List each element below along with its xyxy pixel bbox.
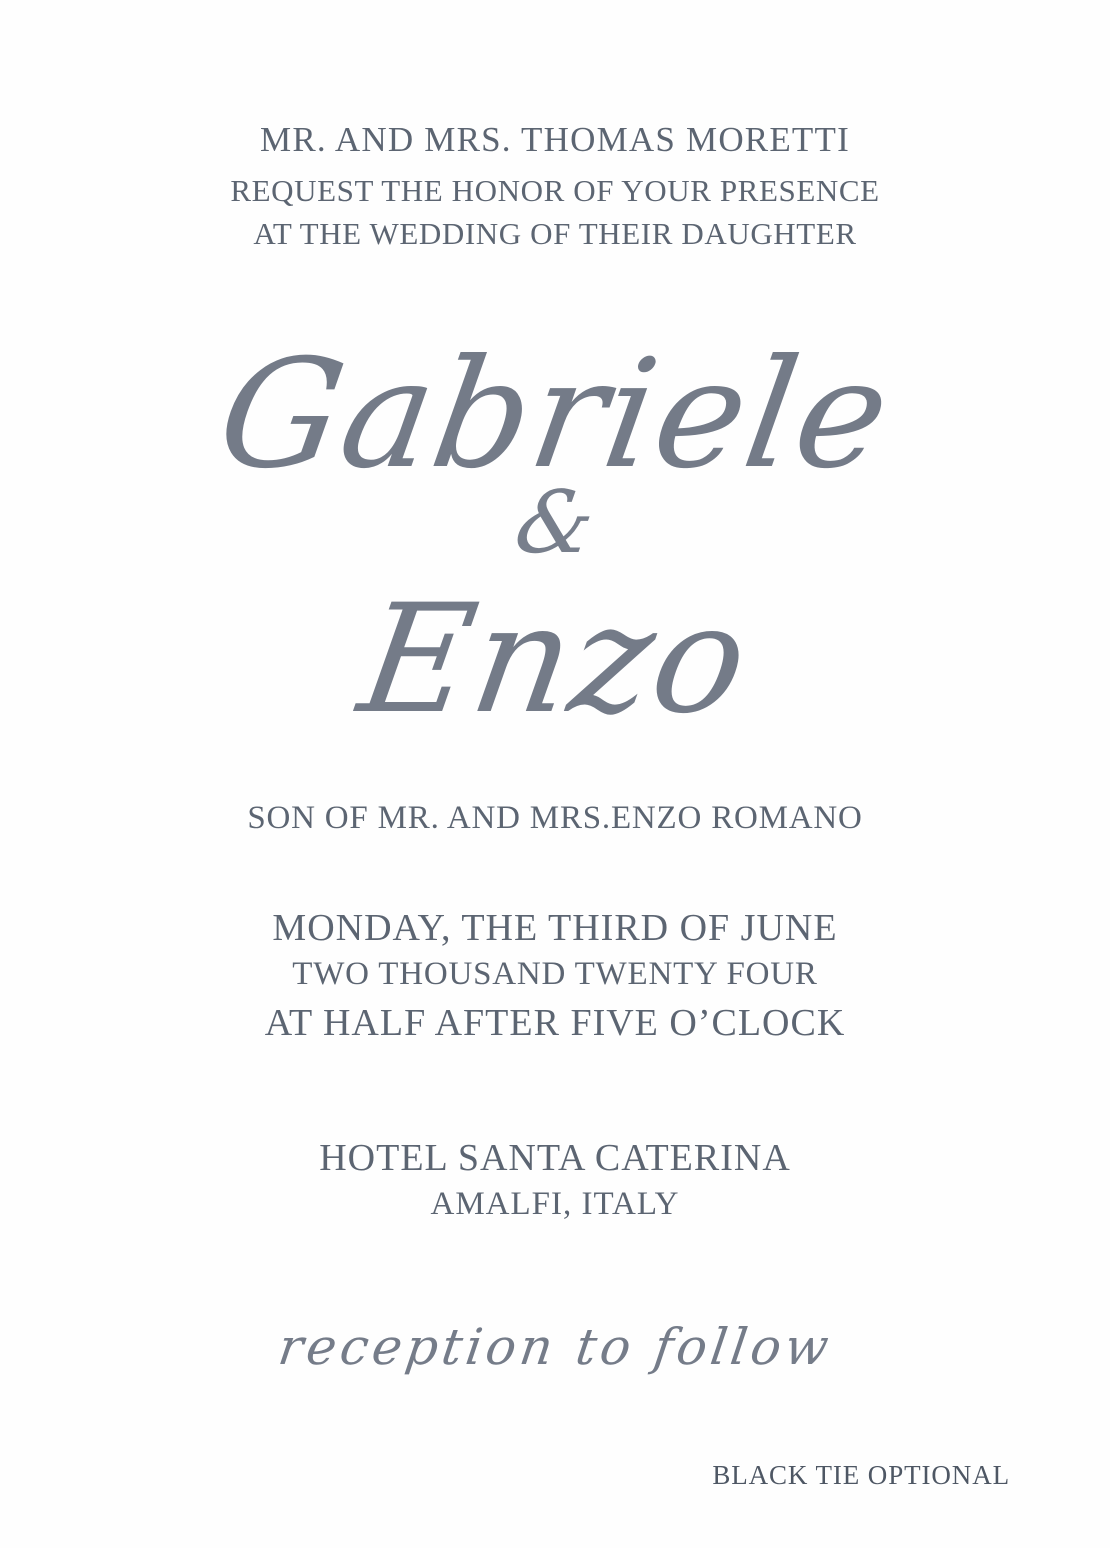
venue-name: HOTEL SANTA CATERINA [319,1137,791,1179]
date-line-1: MONDAY, THE THIRD OF JUNE [272,907,838,949]
date-block [0,905,1110,1049]
request-line-1: REQUEST THE HONOR OF YOUR PRESENCE [230,173,880,209]
dress-code: BLACK TIE OPTIONAL [712,1460,1010,1490]
venue-location: AMALFI, ITALY [430,1185,680,1222]
ampersand: & [508,473,602,573]
request-line-2: AT THE WEDDING OF THEIR DAUGHTER [253,215,857,251]
invitation-header [0,118,1110,255]
date-line-2: TWO THOUSAND TWENTY FOUR [292,955,818,992]
groom-parents-line: SON OF MR. AND MRS.ENZO ROMANO [247,800,863,836]
bride-parents-line: MR. AND MRS. THOMAS MORETTI [260,120,850,159]
groom-name: Enzo [349,573,761,747]
bride-name: Gabriele [207,328,903,502]
couple-names [0,330,1110,750]
date-line-3: AT HALF AFTER FIVE O’CLOCK [264,1002,846,1045]
reception-note-block [150,1318,960,1376]
venue-block [0,1135,1110,1225]
reception-note: reception to follow [274,1318,836,1376]
